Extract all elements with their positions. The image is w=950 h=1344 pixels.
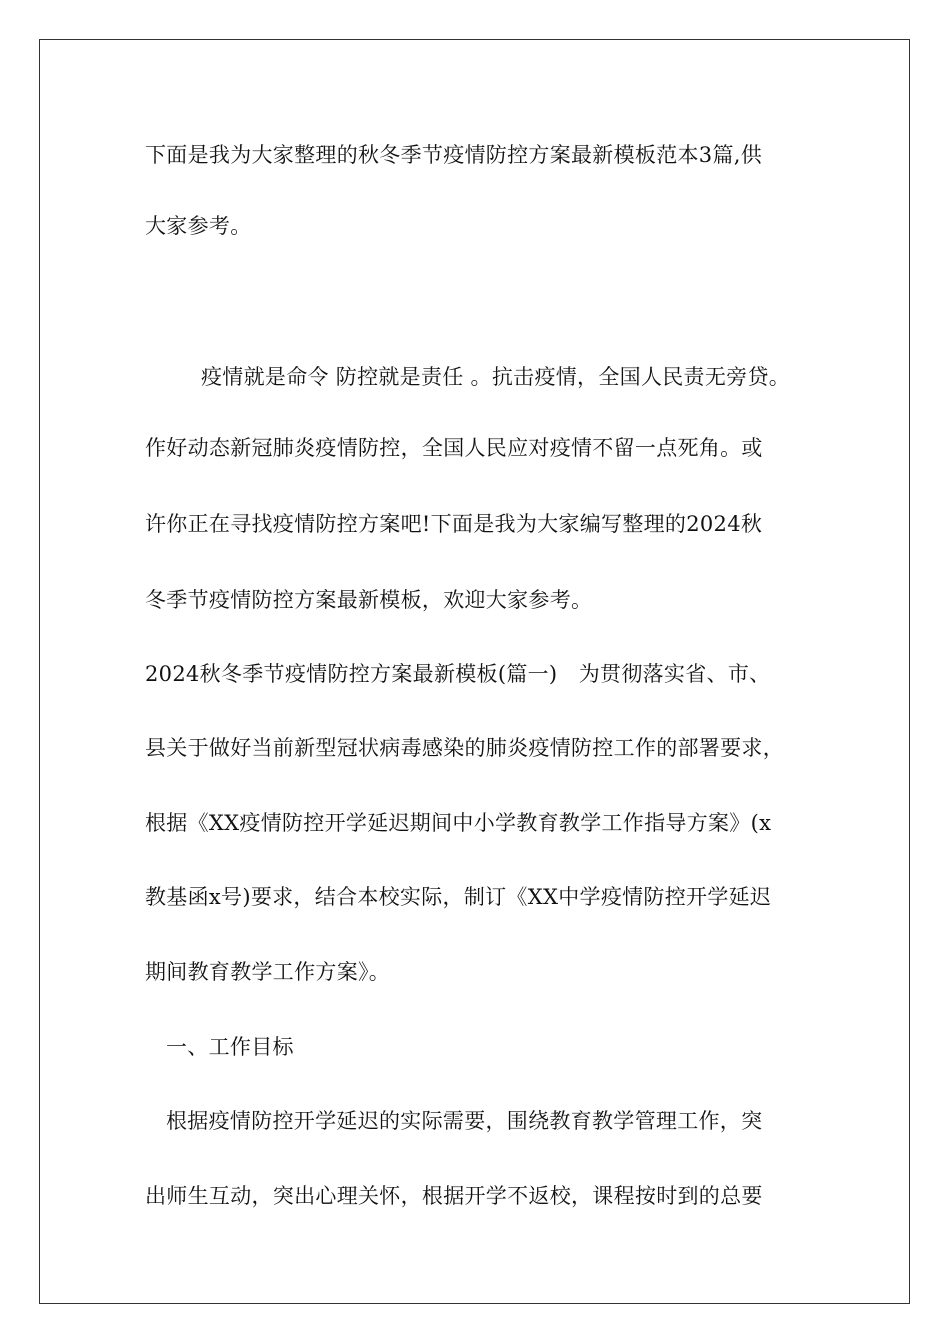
section-paragraph-line-1: 县关于做好当前新型冠状病毒感染的肺炎疫情防控工作的部署要求， bbox=[145, 736, 784, 760]
body-paragraph-line-2: 作好动态新冠肺炎疫情防控，全国人民应对疫情不留一点死角。或 bbox=[145, 436, 763, 460]
body-paragraph-line-4: 冬季节疫情防控方案最新模板，欢迎大家参考。 bbox=[145, 588, 593, 612]
intro-paragraph-line-2: 大家参考。 bbox=[145, 214, 252, 238]
goal-paragraph-line-1: 根据疫情防控开学延迟的实际需要，围绕教育教学管理工作，突 bbox=[166, 1109, 763, 1133]
body-paragraph-line-3: 许你正在寻找疫情防控方案吧!下面是我为大家编写整理的2024秋 bbox=[145, 512, 763, 536]
section-paragraph-line-2: 根据《XX疫情防控开学延迟期间中小学教育教学工作指导方案》(x bbox=[145, 811, 772, 835]
body-paragraph-line-1: 疫情就是命令 防控就是责任 。抗击疫情，全国人民责无旁贷。 bbox=[201, 365, 791, 389]
heading-work-goal: 一、工作目标 bbox=[166, 1035, 294, 1059]
intro-paragraph-line-1: 下面是我为大家整理的秋冬季节疫情防控方案最新模板范本3篇,供 bbox=[145, 143, 763, 167]
section-paragraph-line-4: 期间教育教学工作方案》。 bbox=[145, 960, 391, 984]
goal-paragraph-line-2: 出师生互动，突出心理关怀，根据开学不返校，课程按时到的总要 bbox=[145, 1184, 763, 1208]
section-paragraph-line-3: 教基函x号)要求，结合本校实际，制订《XX中学疫情防控开学延迟 bbox=[145, 885, 772, 909]
section-title-line: 2024秋冬季节疫情防控方案最新模板(篇一) 为贯彻落实省、市、 bbox=[145, 662, 771, 686]
